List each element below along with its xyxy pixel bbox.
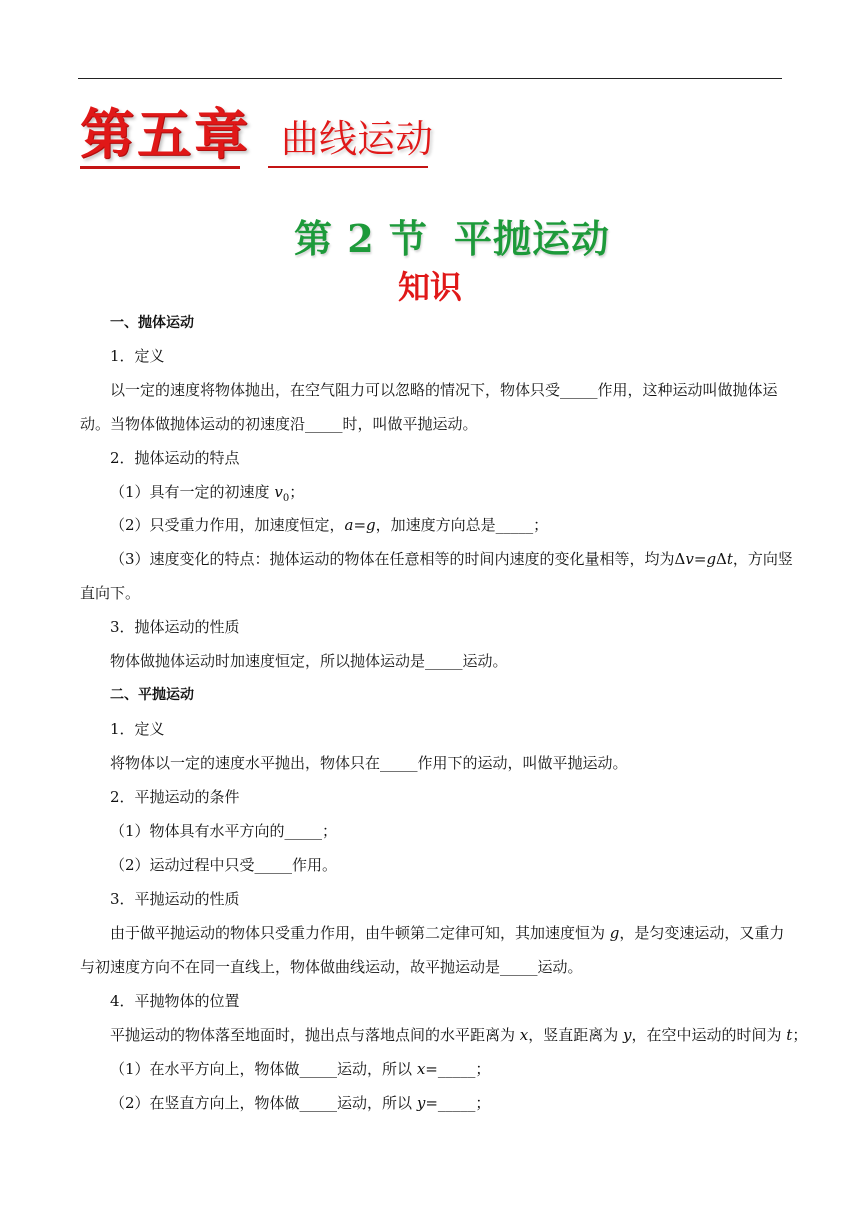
part1-feature-3-line2: 直向下。 — [80, 584, 141, 602]
section-number: 第 2 节 — [294, 216, 428, 261]
part2-heading: 二、平抛运动 — [110, 687, 194, 703]
part1-definition-line1: 以一定的速度将物体抛出，在空气阻力可以忽略的情况下，物体只受_____作用，这种运动叫做抛体运 — [110, 381, 778, 399]
part1-nature-text: 物体做抛体运动时加速度恒定，所以抛体运动是_____运动。 — [110, 652, 508, 670]
part2-definition-text: 将物体以一定的速度水平抛出，物体只在_____作用下的运动，叫做平抛运动。 — [110, 754, 628, 772]
part2-nature-line1: 由于做平抛运动的物体只受重力作用，由牛顿第二定律可知，其加速度恒为 g，是匀变速运动，又重力 — [110, 924, 785, 942]
part1-features-title: 2．抛体运动的特点 — [110, 449, 240, 467]
part2-position-item-1: （1）在水平方向上，物体做_____运动，所以 x=_____； — [110, 1060, 491, 1078]
chapter-heading — [80, 103, 434, 166]
chapter-number: 第五章 — [80, 103, 251, 166]
part1-feature-1: （1）具有一定的初速度 $v_0$； — [110, 483, 305, 504]
part1-definition-title: 1．定义 — [110, 347, 165, 365]
knowledge-banner: 知识 — [397, 268, 462, 306]
header-rule — [78, 78, 782, 79]
part1-definition-line2: 动。当物体做抛体运动的初速度沿_____时，叫做平抛运动。 — [80, 415, 478, 433]
part2-condition-2: （2）运动过程中只受_____作用。 — [110, 856, 338, 874]
part1-feature-2: （2）只受重力作用，加速度恒定，a=g，加速度方向总是_____； — [110, 516, 549, 534]
part2-position-text: 平抛运动的物体落至地面时，抛出点与落地点间的水平距离为 x，竖直距离为 y，在空中运动的时间为 t； — [110, 1026, 808, 1044]
part2-position-title: 4．平抛物体的位置 — [110, 992, 240, 1010]
part2-condition-1: （1）物体具有水平方向的_____； — [110, 822, 338, 840]
part1-heading: 一、抛体运动 — [110, 315, 194, 331]
chapter-name: 曲线运动 — [281, 117, 434, 161]
part2-conditions-title: 2．平抛运动的条件 — [110, 788, 240, 806]
section-title — [0, 208, 860, 263]
part2-definition-title: 1．定义 — [110, 720, 165, 738]
part2-position-item-2: （2）在竖直方向上，物体做_____运动，所以 y=_____； — [110, 1094, 491, 1112]
part1-feature-3-line1: （3）速度变化的特点：抛体运动的物体在任意相等的时间内速度的变化量相等，均为Δv=gΔt，方向竖 — [110, 550, 793, 568]
part2-nature-title: 3．平抛运动的性质 — [110, 890, 240, 908]
chapter-underline — [80, 166, 240, 169]
part2-nature-line2: 与初速度方向不在同一直线上，物体做曲线运动，故平抛运动是_____运动。 — [80, 958, 583, 976]
chapter-name-underline — [268, 166, 428, 168]
part1-nature-title: 3．抛体运动的性质 — [110, 618, 240, 636]
section-name: 平抛运动 — [453, 217, 610, 261]
